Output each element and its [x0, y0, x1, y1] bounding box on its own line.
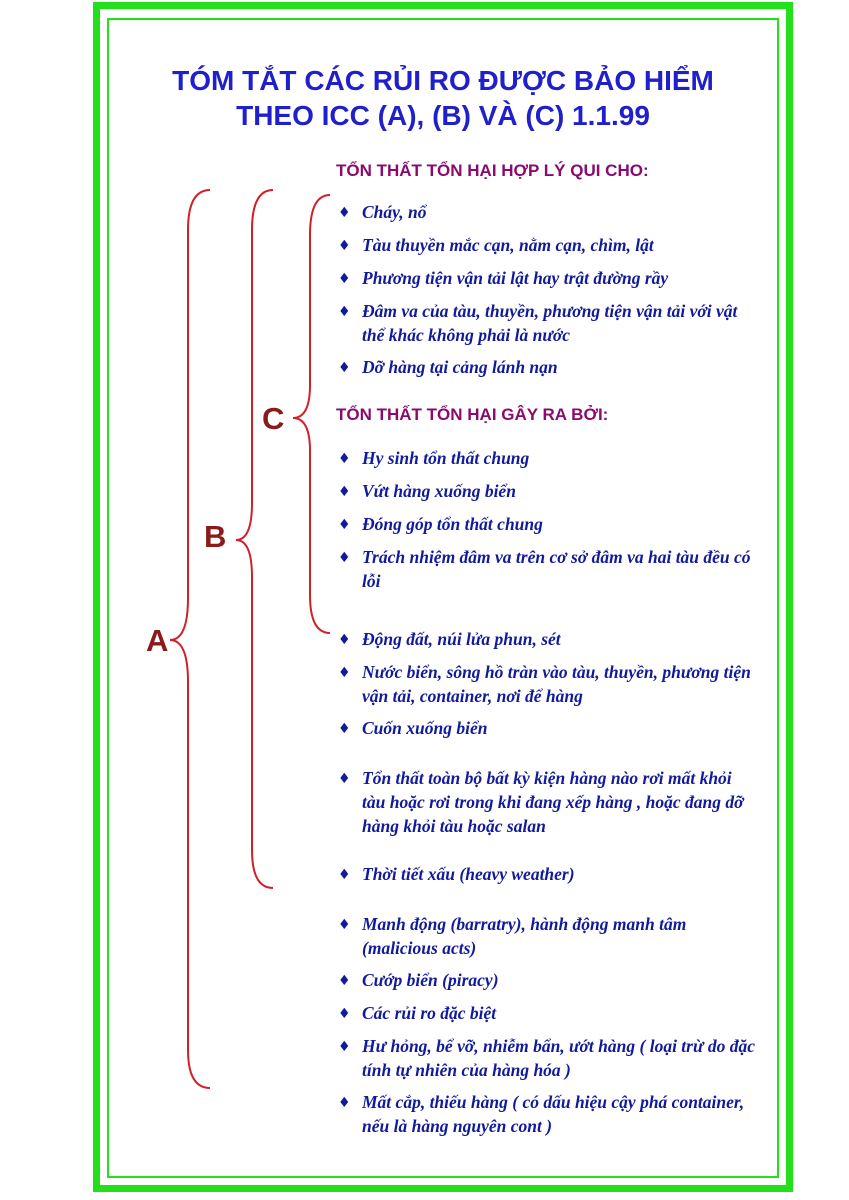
diamond-bullet-icon: ♦: [338, 484, 351, 500]
list-item: [338, 968, 758, 992]
diamond-bullet-icon: ♦: [338, 721, 351, 737]
diamond-bullet-icon: ♦: [338, 867, 351, 883]
diamond-bullet-icon: ♦: [338, 632, 351, 648]
list-item: [338, 766, 758, 838]
list-item-text: Manh động (barratry), hành động manh tâm (malicious acts): [362, 914, 687, 958]
list-item-text: Trách nhiệm đâm va trên cơ sở đâm va hai tàu đều có lỗi: [362, 547, 751, 591]
bracket-label-a: A: [146, 623, 169, 658]
list-item: [338, 627, 758, 651]
diamond-bullet-icon: ♦: [338, 238, 351, 254]
diamond-bullet-icon: ♦: [338, 1095, 351, 1111]
heading-losses-caused-by: TỔN THẤT TỔN HẠI GÂY RA BỞI:: [336, 405, 609, 424]
list-item: [338, 479, 758, 503]
diamond-bullet-icon: ♦: [338, 550, 351, 566]
diamond-bullet-icon: ♦: [338, 973, 351, 989]
title-line-2: THEO ICC (A), (B) VÀ (C) 1.1.99: [236, 100, 650, 131]
list-item: [338, 912, 758, 960]
list-item: [338, 716, 758, 740]
bracket-a: [170, 190, 210, 1088]
diamond-bullet-icon: ♦: [338, 304, 351, 320]
diamond-bullet-icon: ♦: [338, 205, 351, 221]
list-item: [338, 862, 758, 886]
diamond-bullet-icon: ♦: [338, 771, 351, 787]
diamond-bullet-icon: ♦: [338, 1006, 351, 1022]
list-item-text: Cuốn xuống biển: [362, 718, 488, 738]
list-item-text: Vứt hàng xuống biển: [362, 481, 516, 501]
list-item-text: Tổn thất toàn bộ bất kỳ kiện hàng nào rơi mất khỏi tàu hoặc rơi trong khi đang xếp hàng , hoặc đang dỡ hàng khỏi tàu hoặc salan: [362, 768, 744, 836]
list-item-text: Dỡ hàng tại cảng lánh nạn: [362, 357, 558, 377]
list-item: [338, 545, 758, 593]
list-item: [338, 512, 758, 536]
list-item-text: Cướp biển (piracy): [362, 970, 499, 990]
diamond-bullet-icon: ♦: [338, 517, 351, 533]
list-item: [338, 200, 758, 224]
diamond-bullet-icon: ♦: [338, 665, 351, 681]
list-item: [338, 446, 758, 470]
title-line-1: TÓM TẮT CÁC RỦI RO ĐƯỢC BẢO HIỂM: [172, 65, 714, 96]
bracket-c: [293, 195, 330, 633]
list-item: [338, 1001, 758, 1025]
diamond-bullet-icon: ♦: [338, 1039, 351, 1055]
bracket-label-b: B: [204, 519, 227, 554]
list-item-text: Phương tiện vận tải lật hay trật đường rầy: [362, 268, 669, 288]
list-item-text: Đâm va của tàu, thuyền, phương tiện vận tải với vật thể khác không phải là nước: [362, 301, 738, 345]
list-item-text: Đóng góp tổn thất chung: [362, 514, 543, 534]
bracket-label-c: C: [262, 401, 285, 436]
list-item: [338, 1034, 758, 1082]
bracket-b: [236, 190, 273, 888]
list-item: [338, 299, 758, 347]
diamond-bullet-icon: ♦: [338, 271, 351, 287]
list-item-text: Các rủi ro đặc biệt: [362, 1003, 497, 1023]
list-item-text: Động đất, núi lửa phun, sét: [362, 629, 561, 649]
list-item: [338, 233, 758, 257]
list-item-text: Mất cắp, thiếu hàng ( có dấu hiệu cậy phá container, nếu là hàng nguyên cont ): [362, 1092, 745, 1136]
list-item-text: Hy sinh tổn thất chung: [362, 448, 530, 468]
heading-losses-attributable: TỔN THẤT TỔN HẠI HỢP LÝ QUI CHO:: [336, 161, 649, 180]
diamond-bullet-icon: ♦: [338, 917, 351, 933]
list-item-text: Tàu thuyền mắc cạn, nằm cạn, chìm, lật: [362, 235, 654, 255]
list-item-text: Thời tiết xấu (heavy weather): [362, 864, 575, 884]
list-item: [338, 266, 758, 290]
list-item: [338, 1090, 758, 1138]
diamond-bullet-icon: ♦: [338, 360, 351, 376]
diamond-bullet-icon: ♦: [338, 451, 351, 467]
list-item: [338, 355, 758, 379]
list-item-text: Hư hỏng, bể vỡ, nhiễm bẩn, ướt hàng ( loại trừ do đặc tính tự nhiên của hàng hóa ): [362, 1036, 755, 1080]
list-item: [338, 660, 758, 708]
list-item-text: Nước biển, sông hồ tràn vào tàu, thuyền, phương tiện vận tải, container, nơi để hàng: [362, 662, 751, 706]
list-item-text: Cháy, nổ: [362, 202, 427, 222]
